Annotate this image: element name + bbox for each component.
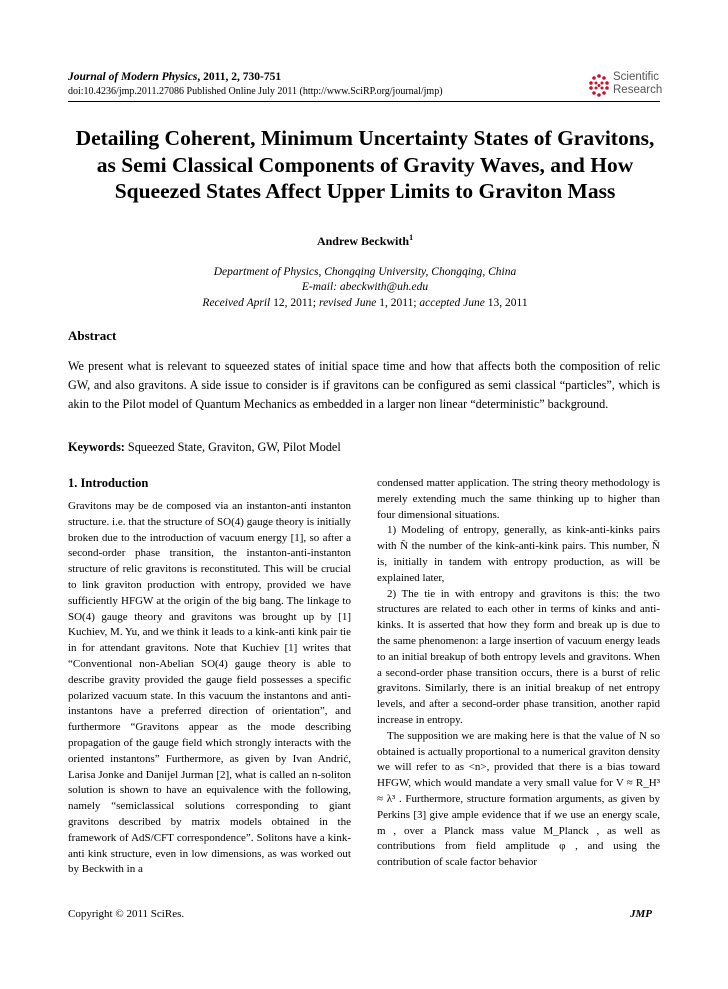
author-affiliation: Department of Physics, Chongqing University, Chongqing, China xyxy=(213,266,517,278)
copyright-notice: Copyright © 2011 SciRes. xyxy=(68,908,185,920)
header-divider xyxy=(68,101,660,102)
abstract-body: We present what is relevant to squeezed states of initial space time and how that affects both the composition of relic GW, and also gravitons. A side issue to consider is if gravitons can be configured as semi classical “particles”, which is akin to the Pilot model of Quantum Mechanics as embedded in a larger non linear “deterministic” background. xyxy=(68,359,660,411)
email-label: E-mail xyxy=(301,281,334,293)
accepted-label: accepted June xyxy=(419,297,485,309)
logo-wordmark xyxy=(613,71,662,96)
scirp-logo-icon xyxy=(586,72,612,98)
right-column xyxy=(377,476,660,871)
accepted-date: 13, 2011 xyxy=(484,297,528,309)
publisher-logo xyxy=(586,69,666,99)
author-affil-mark: 1 xyxy=(409,233,414,242)
journal-citation xyxy=(68,71,281,83)
journal-abbreviation: JMP xyxy=(630,908,652,920)
intro-paragraph-continued: condensed matter application. The string theory methodology is merely extending much the same thinking up to higher than four dimensional situations. xyxy=(377,477,660,521)
intro-point-1: 1) Modeling of entropy, generally, as kink-anti-kinks pairs with N̄ the number of the kink-anti-kink pairs. This number, N̄ is, initially in tandem with entropy production, as will be explained later, xyxy=(377,524,660,584)
revised-date: 1, 2011; xyxy=(376,297,420,309)
author-line xyxy=(70,233,660,249)
keywords-text: Squeezed State, Graviton, GW, Pilot Model xyxy=(124,440,341,454)
logo-line-1: Scientific xyxy=(613,71,660,83)
author-email xyxy=(70,281,660,293)
intro-point-2: 2) The tie in with entropy and gravitons is this: the two structures are related to each other in terms of kinks and anti-kinks. It is asserted that how they form and break up is due to the same phenomenon: a large insertion of vacuum energy leads to an initial breakup of both entropy levels and gravitons. When a second-order phase transition occurs, there is a burst of relic gravitons. Similarly, there is an initial breakup of net entropy levels, and after a second-order phase transition, another rapid increase in entropy. xyxy=(377,587,660,726)
intro-paragraph-1: Gravitons may be de composed via an instanton-anti instanton structure. i.e. that the structure of SO(4) gauge theory is initially broken due to the introduction of vacuum energy [1], so after a second-order phase transition, the instanton-anti-instanton structure of relic gravitons is reconstituted. This will be crucial to link graviton production with entropy, provided we have sufficiently HFGW at the origin of the big bang. The linkage to SO(4) gauge theory and gravitons was brought up by [1] Kuchiev, M. Yu, and we think it leads to a kink-anti kink pair tie in for attendant gravitons. Note that Kuchiev [1] writes that “Conventional non-Abelian SO(4) gauge theory is able to describe gravity provided the gauge field possesses a specific polarized vacuum state. In this vacuum the instantons and anti-instantons have a preferred direction of orientation”, and furthermore “Gravitons appear as the mode describing propagation of the gauge field which strongly interacts with the oriented instantons” Furthermore, as given by Ivan Andrić, Larisa Jonke and Danijel Jurman [2], what is called an n-soliton solution is shown to have an equivalence with the following, namely “semiclassical solutions corresponding to giant gravitons described by matrix models obtained in the framework of AdS/CFT correspondence”. Solitons have a kink-anti kink structure, even in low dimensions, as was worked out by Beckwith in a xyxy=(68,500,351,876)
logo-line-2: Research xyxy=(613,83,663,96)
section-heading-introduction: 1. Introduction xyxy=(68,476,149,490)
journal-name: Journal of Modern Physics xyxy=(68,71,198,83)
doi-line: doi:10.4236/jmp.2011.27086 Published Online July 2011 (http://www.SciRP.org/journal/jmp) xyxy=(68,86,443,97)
received-date: 12, 2011; xyxy=(270,297,320,309)
left-column xyxy=(68,476,351,878)
history-dates xyxy=(70,297,660,309)
intro-paragraph-supposition: The supposition we are making here is that the value of N so obtained is actually proportional to a numerical graviton density we will refer to as <n>, provided that there is a bias toward HFGW, which would mandate a very small value for V ≈ R_H³ ≈ λ³ . Furthermore, structure formation arguments, as given by Perkins [3] give ample evidence that if we use an energy scale, m , over a Planck mass value M_Planck , as well as contributions from field amplitude φ , and using the contribution of scale factor behavior xyxy=(377,729,660,869)
keywords-label: Keywords: xyxy=(68,440,125,454)
journal-info: , 2011, 2, 730-751 xyxy=(197,71,282,83)
paper-title: Detailing Coherent, Minimum Uncertainty States of Gravitons, as Semi Classical Components of Gravity Waves, and How Squeezed States Affect Upper Limits to Graviton Mass xyxy=(75,126,655,203)
received-label: Received April xyxy=(202,297,271,309)
keywords-line xyxy=(68,440,341,455)
email-address: : abeckwith@uh.edu xyxy=(333,281,429,293)
author-name: Andrew Beckwith xyxy=(316,234,410,248)
revised-label: revised June xyxy=(319,297,377,309)
abstract-heading: Abstract xyxy=(68,328,117,343)
